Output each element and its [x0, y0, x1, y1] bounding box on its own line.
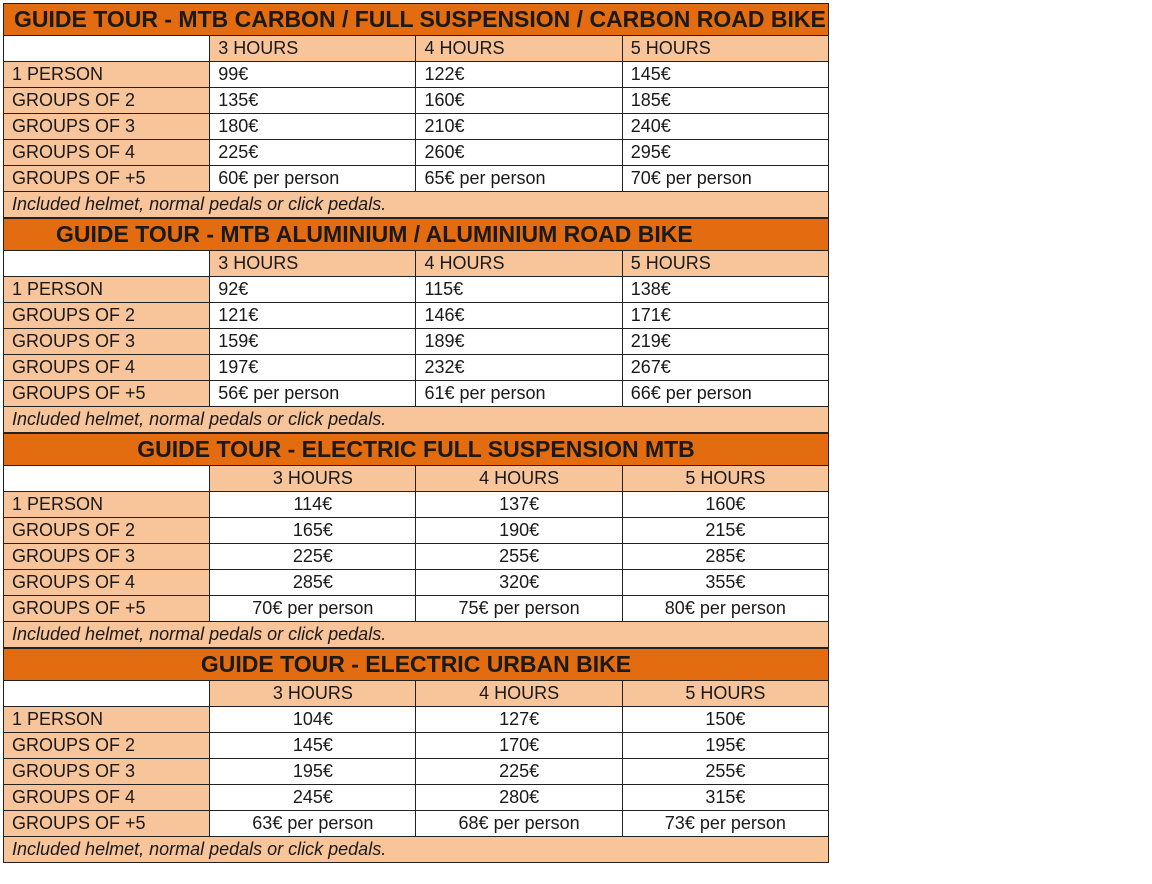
price-cell: 160€	[622, 492, 828, 518]
row-label: GROUPS OF 4	[4, 570, 210, 596]
header-4-hours: 4 HOURS	[416, 251, 622, 277]
table-row	[4, 785, 829, 811]
price-table-electric-mtb	[3, 433, 829, 648]
price-cell: 185€	[622, 88, 828, 114]
row-label: GROUPS OF +5	[4, 166, 210, 192]
header-row	[4, 251, 829, 277]
price-cell: 315€	[622, 785, 828, 811]
price-cell: 240€	[622, 114, 828, 140]
included-note: Included helmet, normal pedals or click pedals.	[4, 622, 829, 648]
price-cell: 285€	[622, 544, 828, 570]
row-label: GROUPS OF 2	[4, 518, 210, 544]
section-title: GUIDE TOUR - MTB ALUMINIUM / ALUMINIUM ROAD BIKE	[4, 219, 829, 251]
section-title: GUIDE TOUR - ELECTRIC URBAN BIKE	[4, 649, 829, 681]
price-cell: 65€ per person	[416, 166, 622, 192]
price-table-carbon	[3, 3, 829, 218]
table-row	[4, 329, 829, 355]
price-cell: 56€ per person	[210, 381, 416, 407]
table-row	[4, 140, 829, 166]
header-4-hours: 4 HOURS	[416, 466, 622, 492]
header-row	[4, 36, 829, 62]
note-row	[4, 837, 829, 863]
table-row	[4, 492, 829, 518]
table-row	[4, 62, 829, 88]
price-cell: 165€	[210, 518, 416, 544]
note-row	[4, 407, 829, 433]
section-title-row	[4, 649, 829, 681]
price-cell: 70€ per person	[210, 596, 416, 622]
price-cell: 225€	[210, 544, 416, 570]
price-cell: 122€	[416, 62, 622, 88]
price-cell: 60€ per person	[210, 166, 416, 192]
price-cell: 145€	[622, 62, 828, 88]
price-cell: 225€	[210, 140, 416, 166]
price-cell: 219€	[622, 329, 828, 355]
table-row	[4, 277, 829, 303]
row-label: GROUPS OF 3	[4, 544, 210, 570]
table-row	[4, 570, 829, 596]
row-label: GROUPS OF +5	[4, 596, 210, 622]
price-cell: 121€	[210, 303, 416, 329]
price-cell: 80€ per person	[622, 596, 828, 622]
price-cell: 70€ per person	[622, 166, 828, 192]
header-4-hours: 4 HOURS	[416, 36, 622, 62]
section-title-row	[4, 219, 829, 251]
price-cell: 137€	[416, 492, 622, 518]
header-5-hours: 5 HOURS	[622, 251, 828, 277]
price-cell: 180€	[210, 114, 416, 140]
header-5-hours: 5 HOURS	[622, 36, 828, 62]
price-table-aluminium	[3, 218, 829, 433]
header-row	[4, 466, 829, 492]
price-table-electric-urban	[3, 648, 829, 863]
price-cell: 280€	[416, 785, 622, 811]
section-title-row	[4, 434, 829, 466]
header-row	[4, 681, 829, 707]
header-3-hours: 3 HOURS	[210, 466, 416, 492]
row-label: GROUPS OF 2	[4, 88, 210, 114]
header-3-hours: 3 HOURS	[210, 251, 416, 277]
header-blank-cell	[4, 251, 210, 277]
header-5-hours: 5 HOURS	[622, 466, 828, 492]
row-label: GROUPS OF +5	[4, 381, 210, 407]
included-note: Included helmet, normal pedals or click pedals.	[4, 837, 829, 863]
price-cell: 61€ per person	[416, 381, 622, 407]
price-cell: 190€	[416, 518, 622, 544]
section-title: GUIDE TOUR - ELECTRIC FULL SUSPENSION MTB	[4, 434, 829, 466]
section-title: GUIDE TOUR - MTB CARBON / FULL SUSPENSION / CARBON ROAD BIKE	[4, 4, 829, 36]
row-label: GROUPS OF 3	[4, 759, 210, 785]
price-cell: 145€	[210, 733, 416, 759]
table-row	[4, 544, 829, 570]
price-cell: 355€	[622, 570, 828, 596]
price-cell: 245€	[210, 785, 416, 811]
price-cell: 99€	[210, 62, 416, 88]
section-title-row	[4, 4, 829, 36]
price-cell: 195€	[210, 759, 416, 785]
header-4-hours: 4 HOURS	[416, 681, 622, 707]
table-row	[4, 759, 829, 785]
header-blank-cell	[4, 36, 210, 62]
price-cell: 189€	[416, 329, 622, 355]
note-row	[4, 192, 829, 218]
price-cell: 146€	[416, 303, 622, 329]
row-label: GROUPS OF 2	[4, 733, 210, 759]
header-3-hours: 3 HOURS	[210, 36, 416, 62]
price-cell: 104€	[210, 707, 416, 733]
price-cell: 135€	[210, 88, 416, 114]
table-row	[4, 355, 829, 381]
price-cell: 150€	[622, 707, 828, 733]
price-cell: 215€	[622, 518, 828, 544]
table-row	[4, 707, 829, 733]
table-row	[4, 88, 829, 114]
price-cell: 63€ per person	[210, 811, 416, 837]
price-cell: 73€ per person	[622, 811, 828, 837]
row-label: GROUPS OF +5	[4, 811, 210, 837]
price-cell: 225€	[416, 759, 622, 785]
header-blank-cell	[4, 681, 210, 707]
row-label: 1 PERSON	[4, 492, 210, 518]
price-cell: 159€	[210, 329, 416, 355]
table-row	[4, 518, 829, 544]
table-row	[4, 811, 829, 837]
price-cell: 195€	[622, 733, 828, 759]
price-cell: 127€	[416, 707, 622, 733]
price-cell: 255€	[622, 759, 828, 785]
included-note: Included helmet, normal pedals or click pedals.	[4, 192, 829, 218]
price-cell: 115€	[416, 277, 622, 303]
price-cell: 75€ per person	[416, 596, 622, 622]
table-row	[4, 114, 829, 140]
row-label: 1 PERSON	[4, 277, 210, 303]
row-label: GROUPS OF 3	[4, 329, 210, 355]
table-row	[4, 166, 829, 192]
price-cell: 66€ per person	[622, 381, 828, 407]
row-label: GROUPS OF 4	[4, 785, 210, 811]
price-cell: 68€ per person	[416, 811, 622, 837]
row-label: GROUPS OF 2	[4, 303, 210, 329]
table-row	[4, 303, 829, 329]
price-cell: 171€	[622, 303, 828, 329]
row-label: 1 PERSON	[4, 707, 210, 733]
price-cell: 210€	[416, 114, 622, 140]
price-cell: 285€	[210, 570, 416, 596]
price-cell: 295€	[622, 140, 828, 166]
price-cell: 320€	[416, 570, 622, 596]
price-cell: 267€	[622, 355, 828, 381]
price-sheet	[3, 3, 829, 863]
row-label: 1 PERSON	[4, 62, 210, 88]
price-cell: 114€	[210, 492, 416, 518]
table-row	[4, 381, 829, 407]
included-note: Included helmet, normal pedals or click pedals.	[4, 407, 829, 433]
row-label: GROUPS OF 4	[4, 140, 210, 166]
header-blank-cell	[4, 466, 210, 492]
price-cell: 160€	[416, 88, 622, 114]
note-row	[4, 622, 829, 648]
price-cell: 92€	[210, 277, 416, 303]
price-cell: 255€	[416, 544, 622, 570]
header-3-hours: 3 HOURS	[210, 681, 416, 707]
price-cell: 138€	[622, 277, 828, 303]
row-label: GROUPS OF 3	[4, 114, 210, 140]
table-row	[4, 733, 829, 759]
price-cell: 170€	[416, 733, 622, 759]
price-cell: 232€	[416, 355, 622, 381]
price-cell: 197€	[210, 355, 416, 381]
table-row	[4, 596, 829, 622]
price-cell: 260€	[416, 140, 622, 166]
header-5-hours: 5 HOURS	[622, 681, 828, 707]
row-label: GROUPS OF 4	[4, 355, 210, 381]
